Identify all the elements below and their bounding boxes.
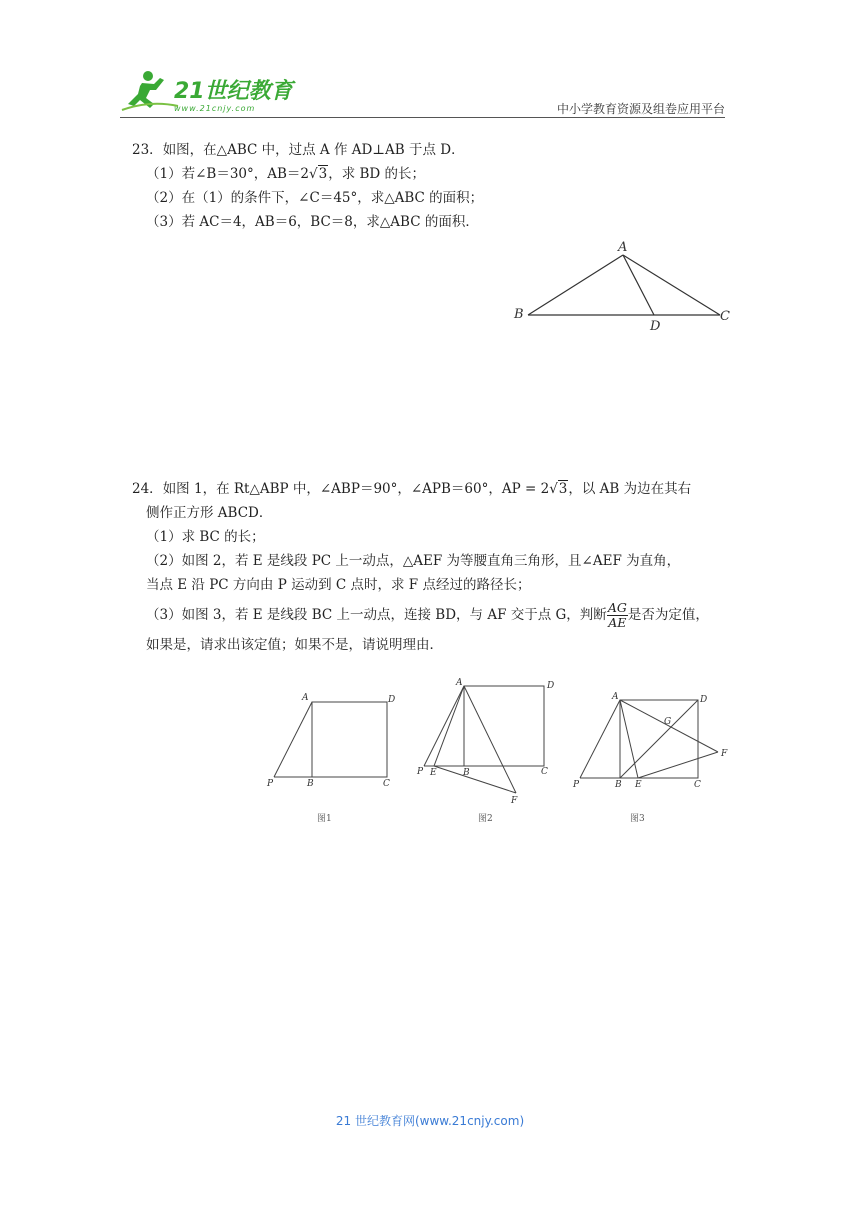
label-d: D — [650, 319, 661, 334]
segment-ef — [434, 766, 516, 793]
q23-figure — [510, 236, 735, 336]
fig3-label-f: F — [721, 749, 728, 759]
q23-part2: （2）在（1）的条件下，∠C＝45°，求△ABC 的面积； — [146, 190, 484, 206]
q23-part3: （3）若 AC＝4，AB＝6，BC＝8，求△ABC 的面积． — [146, 214, 479, 230]
fig1-label-a: A — [302, 693, 309, 703]
label-a: A — [618, 240, 628, 255]
logo-text: 21世纪教育 — [174, 79, 293, 104]
fig2-caption: 图2 — [478, 814, 493, 824]
segment-bd — [620, 700, 698, 778]
segment-ae — [434, 686, 464, 766]
segment-ap — [274, 702, 312, 777]
q23-part1-text-b: ，求 BD 的长； — [328, 166, 426, 182]
q24-part3 — [132, 597, 709, 633]
q24-number: 24． — [132, 481, 163, 497]
fig3-label-b: B — [615, 780, 622, 790]
q24-part3-fraction — [607, 601, 628, 630]
square-abcd — [464, 686, 544, 766]
segment-ab — [528, 255, 623, 315]
fig3-label-p: P — [573, 780, 580, 790]
q23-part1: （1）若∠B＝30°，AB＝2√3，求 BD 的长； — [146, 166, 426, 182]
fig2-label-p: P — [417, 767, 424, 777]
page-header — [120, 66, 725, 118]
q24-figure-3 — [568, 690, 738, 825]
segment-ap — [424, 686, 464, 766]
q23-stem-text: 如图，在△ABC 中，过点 A 作 AD⊥AB 于点 D． — [162, 142, 465, 158]
segment-ef — [638, 752, 718, 778]
fig3-label-c: C — [694, 780, 701, 790]
q24-figure-2 — [414, 676, 564, 826]
q23-part1-text-a: （1）若∠B＝30°，AB＝2 — [146, 166, 310, 182]
header-subtitle: 中小学教育资源及组卷应用平台 — [556, 102, 725, 116]
q24-figure-1 — [262, 690, 402, 825]
fig2-label-d: D — [547, 681, 555, 691]
segment-ac — [623, 255, 720, 315]
segment-ae — [620, 700, 638, 778]
segment-ap — [580, 700, 620, 778]
q24-part2-a: （2）如图 2，若 E 是线段 PC 上一动点，△AEF 为等腰直角三角形，且∠AEF 为直角， — [146, 553, 681, 569]
q23-number: 23． — [132, 142, 163, 158]
fig2-label-e: E — [430, 768, 437, 778]
page-footer[interactable]: 21 世纪教育网(www.21cnjy.com) — [335, 1114, 525, 1128]
runner-icon — [122, 71, 178, 110]
fig2-label-a: A — [456, 678, 463, 688]
fig3-label-d: D — [700, 695, 708, 705]
fig1-caption: 图1 — [317, 814, 332, 824]
q24-stem-c: 侧作正方形 ABCD． — [146, 505, 273, 521]
fraction-denominator: AE — [608, 615, 627, 630]
fig2-label-c: C — [541, 767, 548, 777]
q24-part2-b: 当点 E 沿 PC 方向由 P 运动到 C 点时，求 F 点经过的路径长； — [146, 577, 531, 593]
label-b: B — [514, 307, 524, 322]
fig3-label-a: A — [612, 692, 619, 702]
q24-part1: （1）求 BC 的长； — [146, 529, 265, 545]
header-divider — [120, 117, 725, 118]
logo-url: www.21cnjy.com — [174, 104, 256, 113]
logo — [120, 66, 300, 116]
fig3-label-g: G — [664, 717, 672, 727]
q24-stem-a: 如图 1，在 Rt△ABP 中，∠ABP＝90°，∠APB＝60°，AP = 2 — [162, 481, 550, 497]
question-24 — [132, 477, 709, 657]
q24-stem: 24．如图 1，在 Rt△ABP 中，∠ABP＝90°，∠APB＝60°，AP = 2√3，以 AB 为边在其右 — [132, 481, 692, 497]
fig1-label-c: C — [383, 779, 390, 789]
q24-part3-text-b: 是否为定值， — [627, 607, 709, 623]
q24-stem-sqrt: 3 — [558, 481, 568, 497]
fig2-label-b: B — [463, 768, 470, 778]
fig3-caption: 图3 — [630, 814, 645, 824]
label-c: C — [720, 309, 730, 324]
square-abcd — [312, 702, 387, 777]
q24-stem-b: ，以 AB 为边在其右 — [568, 481, 692, 497]
fig1-label-d: D — [388, 695, 396, 705]
q23-part1-sqrt: 3 — [318, 166, 328, 182]
q23-stem — [132, 138, 483, 162]
q24-part3-text-a: （3）如图 3，若 E 是线段 BC 上一动点，连接 BD，与 AF 交于点 G，判断 — [146, 607, 607, 623]
fig3-label-e: E — [635, 780, 642, 790]
fig1-label-p: P — [267, 779, 274, 789]
q24-part3-c: 如果是，请求出该定值；如果不是，请说明理由． — [146, 637, 443, 653]
segment-af — [464, 686, 516, 793]
question-23 — [132, 138, 483, 234]
fig1-label-b: B — [307, 779, 314, 789]
fig2-label-f: F — [511, 796, 518, 806]
fraction-numerator: AG — [607, 600, 627, 615]
